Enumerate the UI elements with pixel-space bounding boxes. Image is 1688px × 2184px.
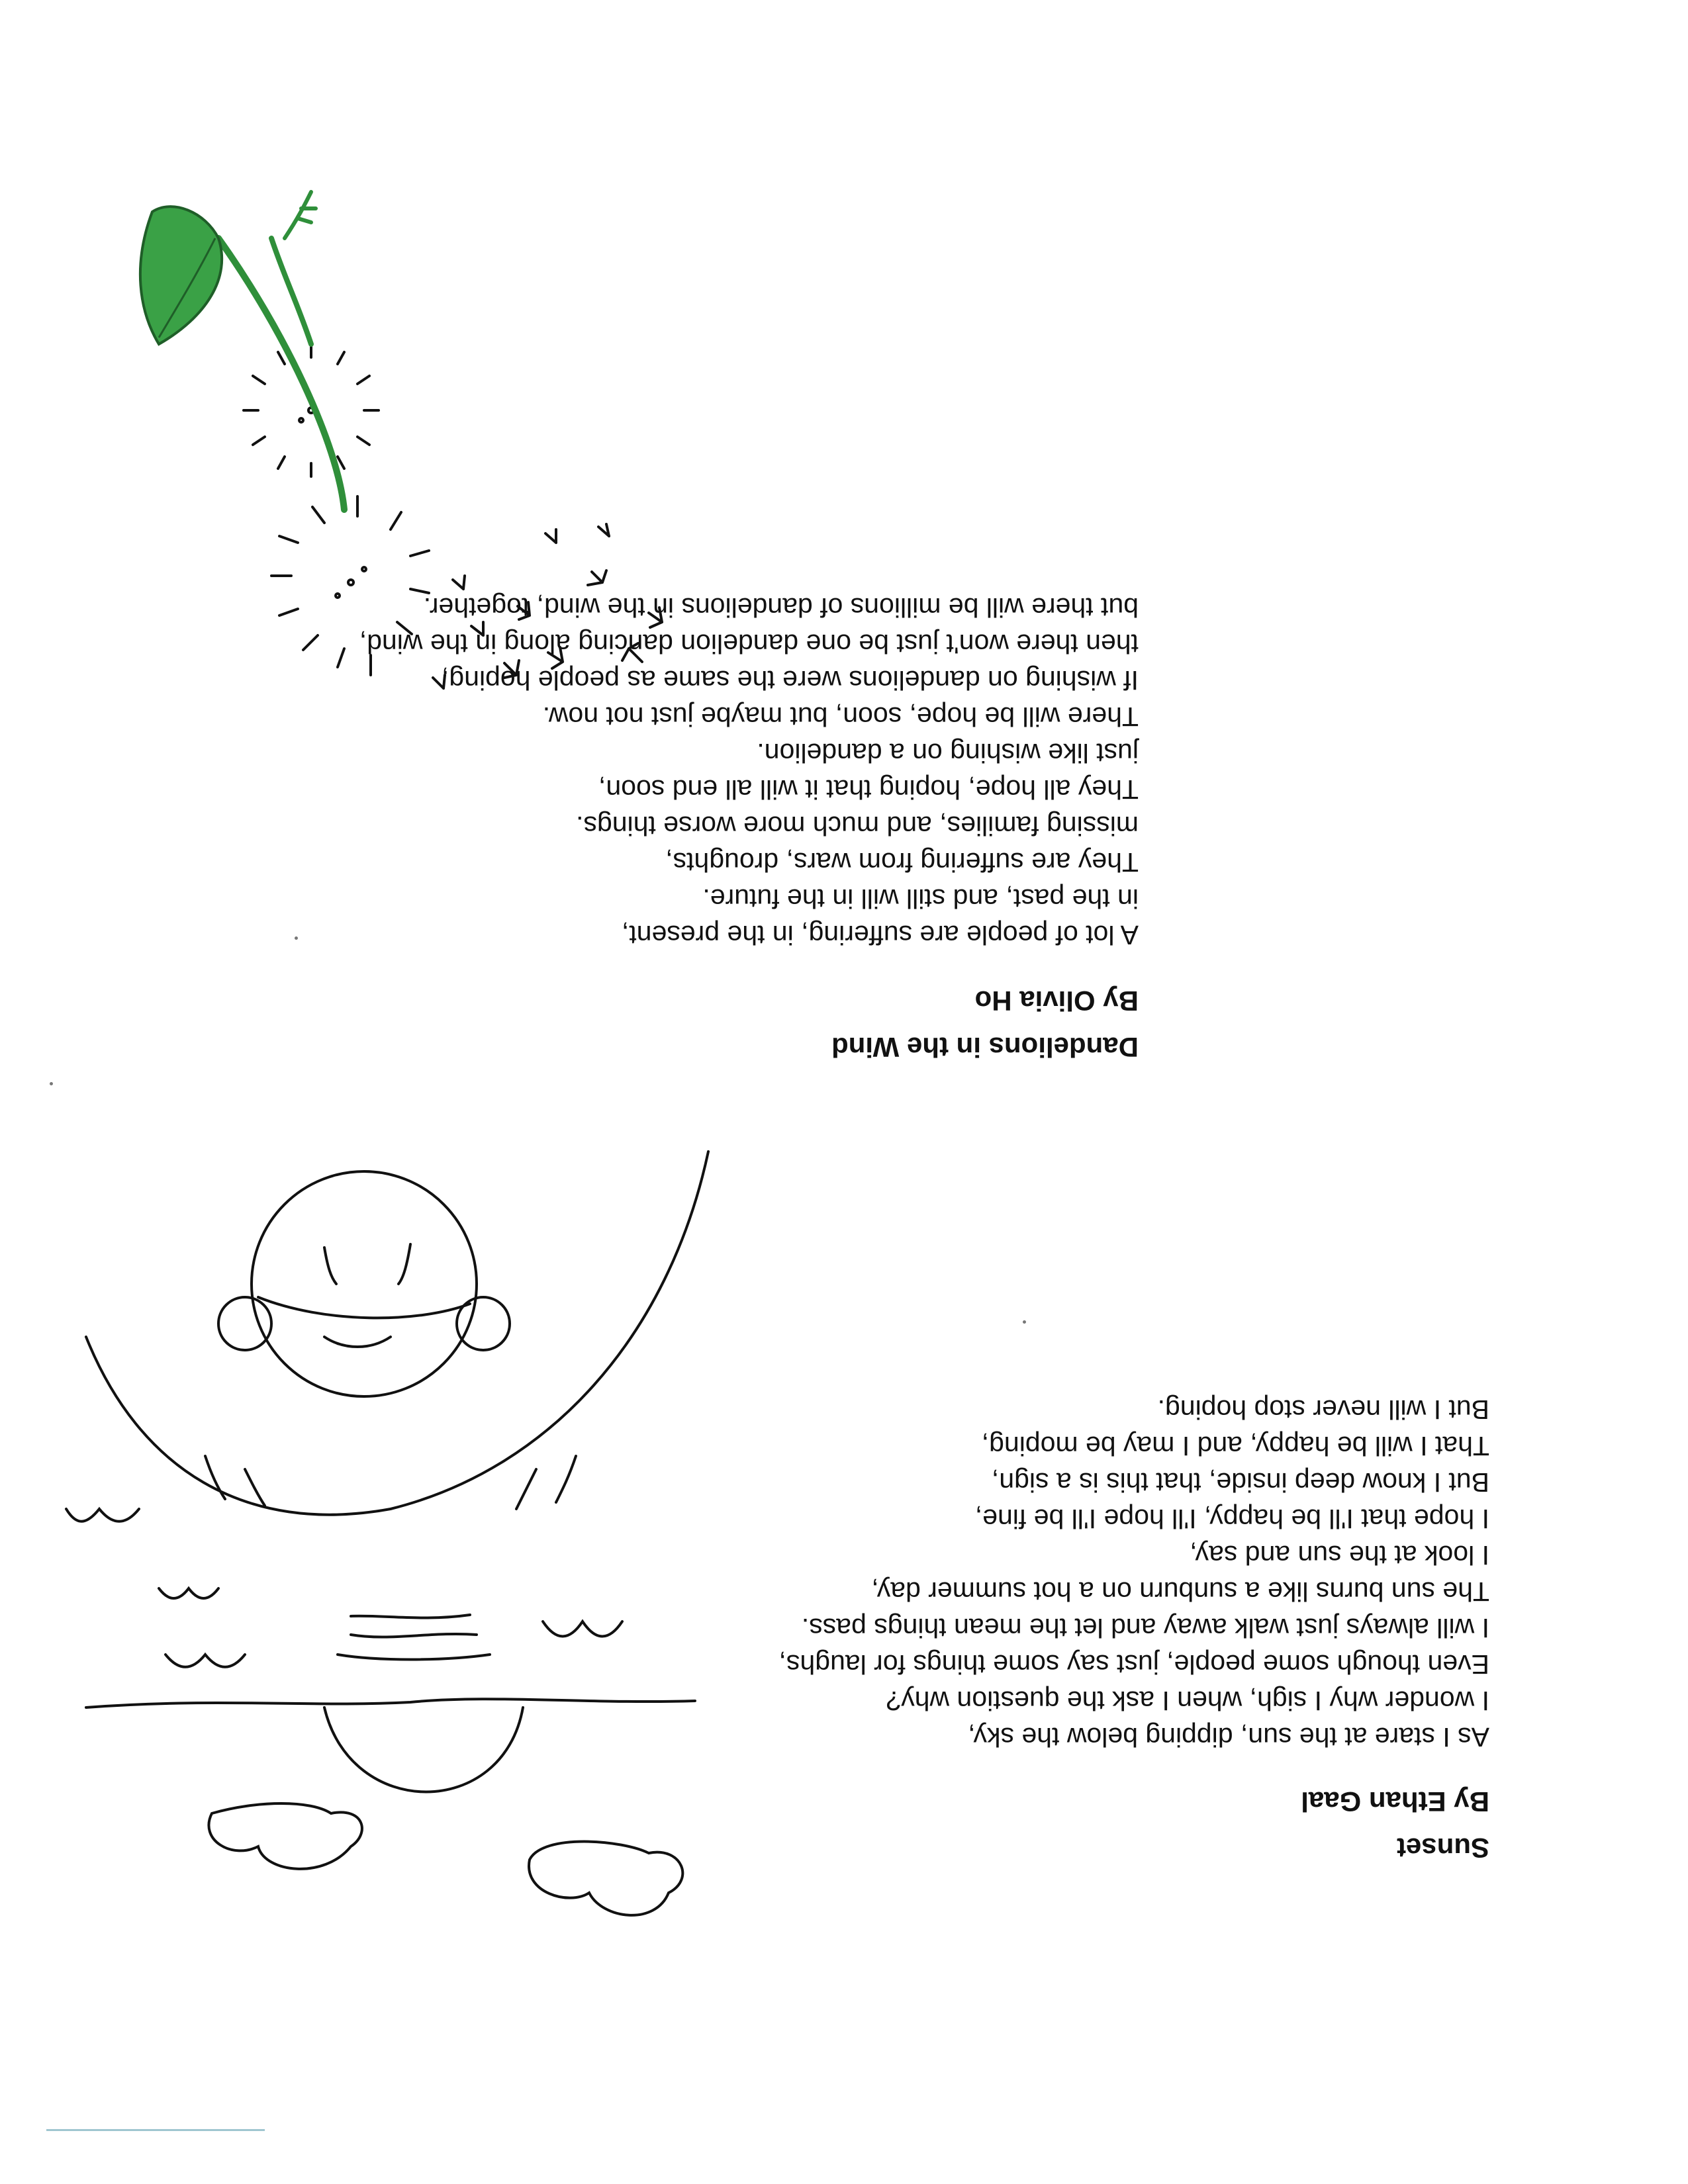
seed-drawing [548, 647, 563, 668]
poem-line: but there will be millions of dandelions in the wind, together. [423, 592, 1139, 623]
poem-line: missing families, and much more worse things. [576, 811, 1139, 841]
scan-speck [1023, 1320, 1026, 1324]
sun-drawing [324, 1707, 523, 1792]
horizon-line [86, 1699, 695, 1707]
seed-drawing [433, 675, 445, 688]
poem-line: I will always just walk away and let the mean things pass. [801, 1613, 1489, 1643]
poem-line: I hope that I'll be happy, I'll hope I'll be fine, [974, 1504, 1489, 1534]
sun-reflection [338, 1615, 490, 1660]
seed-drawing [471, 622, 483, 635]
dandelion-stem [218, 238, 344, 510]
face-ear [457, 1297, 510, 1350]
poem-line: A lot of people are suffering, in the present, [621, 920, 1139, 950]
face-ear [218, 1297, 271, 1350]
poem-line: They all hope, hoping that it will all end soon, [598, 774, 1139, 805]
face-eye [324, 1248, 336, 1284]
face-mouth [324, 1337, 391, 1347]
poem-body [779, 1391, 1489, 1755]
seed-drawing [545, 529, 556, 543]
bird-drawing [165, 1655, 245, 1667]
poem-line: Even though some people, just say some things for laughs, [778, 1649, 1489, 1680]
poem-line: I wonder why I sigh, when I ask the question why? [886, 1686, 1489, 1716]
dandelion-puff [271, 496, 429, 675]
poem-line: The sun burns like a sunburn on a hot summer day, [871, 1576, 1489, 1607]
face-drawing [252, 1171, 477, 1396]
poem-line: I look at the sun and say, [1190, 1540, 1489, 1570]
leaf-drawing [140, 206, 222, 344]
poem-line: just like wishing on a dandelion. [757, 738, 1139, 768]
seed-drawing [518, 602, 530, 619]
poem-line: If wishing on dandelions were the same as people hoping, [441, 665, 1139, 696]
poem-line: There will be hope, soon, but maybe just not now. [542, 702, 1139, 732]
sunset-drawing [60, 1112, 722, 1933]
seed-drawing [453, 576, 465, 589]
scan-edge-line [46, 2129, 265, 2131]
seed-drawing [504, 660, 519, 678]
dandelion-puff [244, 343, 379, 477]
poem-line: They are suffering from wars, droughts, [665, 847, 1139, 878]
bird-drawing [543, 1621, 622, 1637]
poem-title: Dandelions in the Wind [831, 1032, 1139, 1063]
seed-drawing [649, 608, 662, 627]
bird-drawing [159, 1588, 218, 1598]
poem-line: As I stare at the sun, dipping below the sky, [968, 1722, 1489, 1752]
cloud-drawing [209, 1803, 361, 1869]
poem-line: But I know deep inside, that this is a sign, [991, 1467, 1489, 1498]
poem-author: By Olivia Ho [974, 985, 1139, 1017]
dandelion-drawing [99, 179, 682, 741]
scan-speck [295, 936, 298, 940]
poem-line: in the past, and still will in the future. [702, 884, 1139, 914]
seed-drawing [588, 570, 606, 585]
poem-line: That I will be happy, and I may be moping, [981, 1431, 1489, 1461]
seed-drawing [598, 524, 609, 536]
sun-ray [205, 1456, 576, 1509]
sun-arc [86, 1152, 708, 1515]
face-hair-line [258, 1297, 470, 1318]
leaf-sprig [285, 192, 316, 238]
poem-author: By Ethan Gaal [1301, 1786, 1489, 1817]
bird-drawing [66, 1509, 139, 1522]
face-eye [399, 1244, 410, 1284]
cloud-drawing [529, 1842, 682, 1915]
scan-speck [50, 1082, 53, 1085]
seed-drawing [622, 643, 642, 662]
poem-title: Sunset [1396, 1833, 1489, 1864]
poem-line: But I will never stop hoping. [1157, 1394, 1489, 1425]
poem-line: then there won't just be one dandelion dancing along in the wind, [359, 629, 1139, 659]
